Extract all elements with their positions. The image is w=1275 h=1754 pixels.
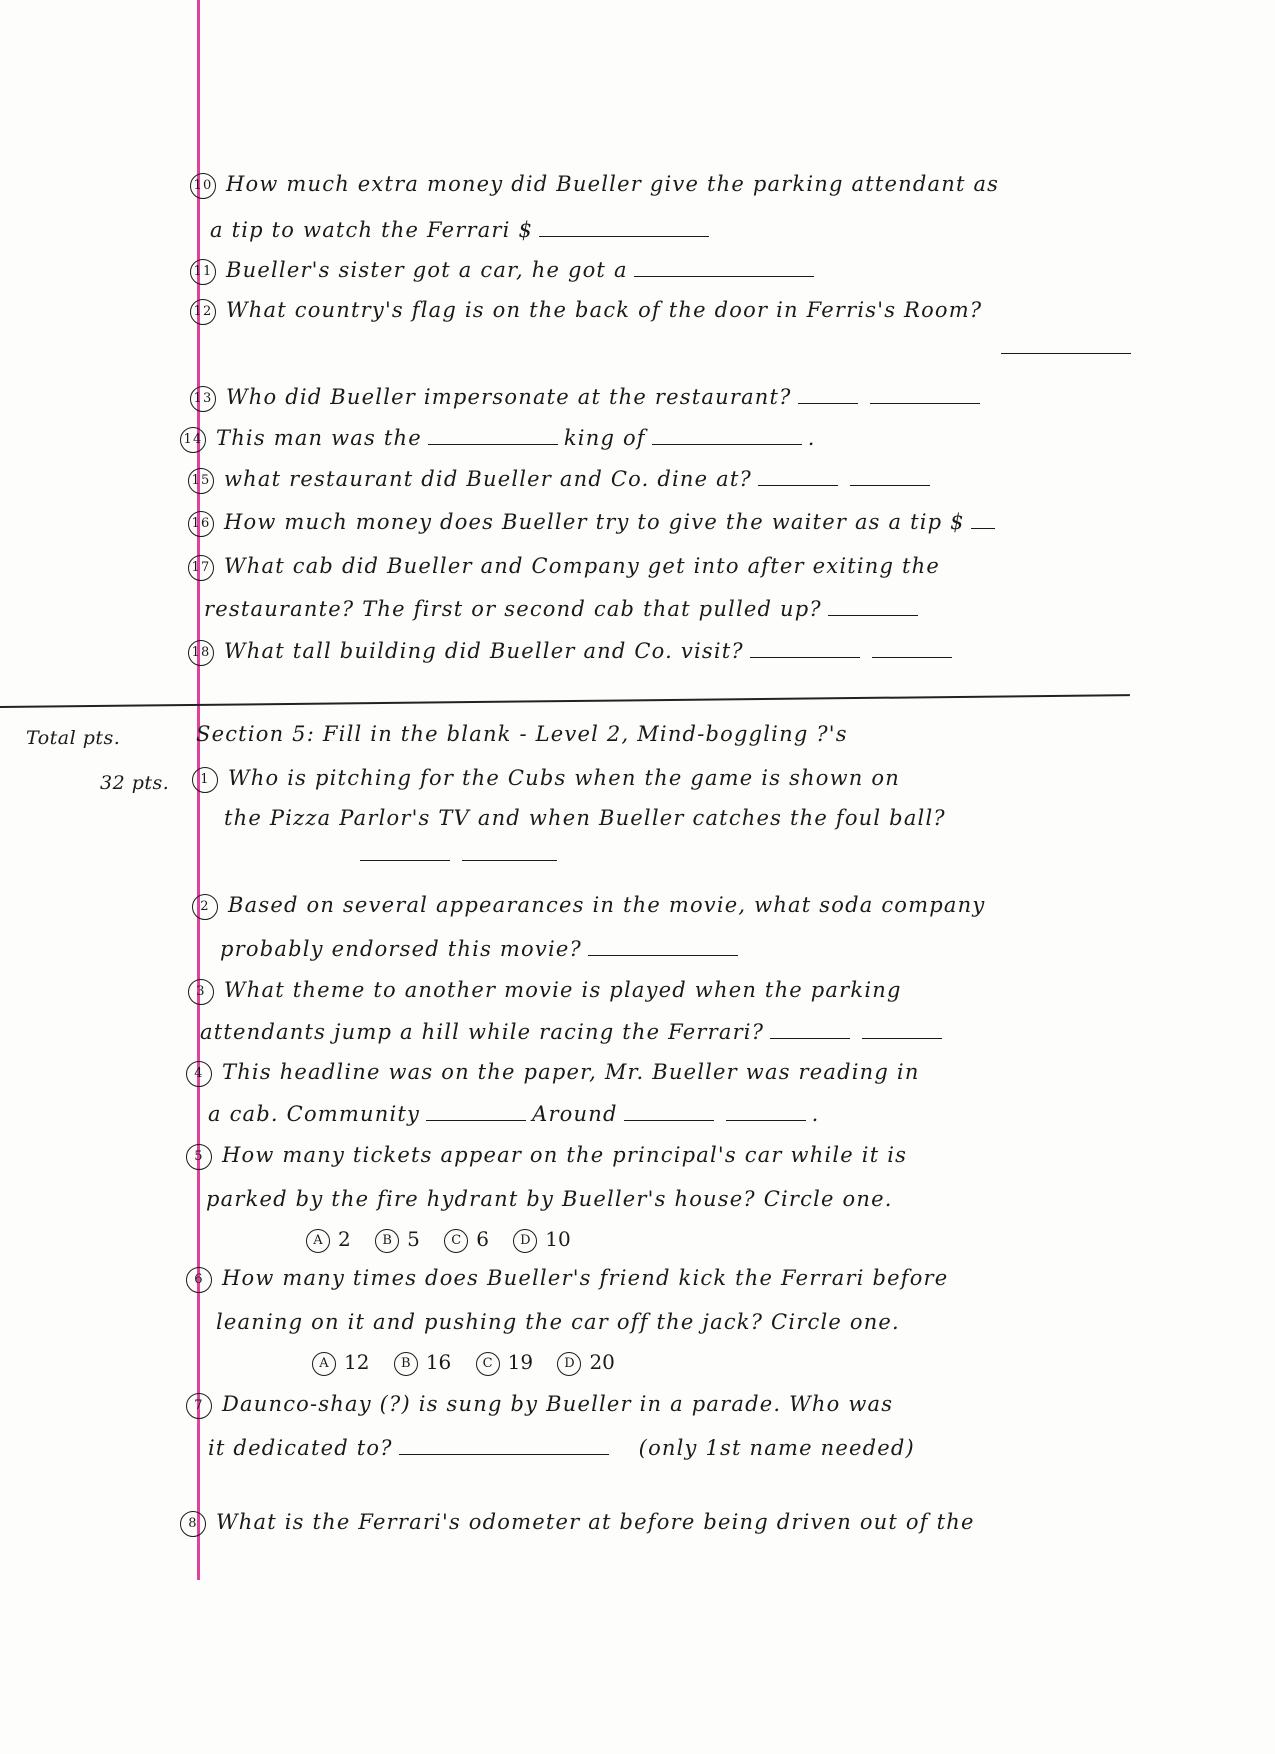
question-11: 11 Bueller's sister got a car, he got a [190, 258, 820, 285]
s5-question-7-line1: 7 Daunco-shay (?) is sung by Bueller in a parade. Who was [186, 1392, 893, 1419]
s5-question-3-line1: 3 What theme to another movie is played when the parking [188, 978, 902, 1005]
answer-blank[interactable] [652, 426, 802, 445]
s5-question-4-line1: 4 This headline was on the paper, Mr. Bueller was reading in [186, 1060, 920, 1087]
answer-blank[interactable] [850, 467, 930, 486]
s5-question-7-note: (only 1st name needed) [638, 1436, 915, 1460]
question-12-blank [995, 335, 1137, 359]
s5-question-8-line1: 8 What is the Ferrari's odometer at before being driven out of the [180, 1510, 975, 1537]
answer-blank[interactable] [872, 639, 952, 658]
section-5-heading: Section 5: Fill in the blank - Level 2, Mind-boggling ?'s [196, 722, 848, 746]
answer-blank[interactable] [539, 218, 709, 237]
answer-blank[interactable] [798, 385, 858, 404]
choice-b[interactable]: B 5 [375, 1227, 420, 1253]
answer-blank[interactable] [588, 937, 738, 956]
answer-blank[interactable] [426, 1102, 526, 1121]
answer-blank[interactable] [971, 510, 995, 529]
question-13: 13 Who did Bueller impersonate at the restaurant? [190, 385, 986, 412]
answer-blank[interactable] [750, 639, 860, 658]
s5-question-5-choices [306, 1227, 589, 1253]
question-16: 16 How much money does Bueller try to give the waiter as a tip $ [188, 510, 1001, 537]
s5-question-3-line2: attendants jump a hill while racing the Ferrari? [200, 1020, 948, 1044]
question-15: 15 what restaurant did Bueller and Co. dine at? [188, 467, 936, 494]
question-17-line1: 17 What cab did Bueller and Company get into after exiting the [188, 554, 940, 581]
s5-question-5-line1: 5 How many tickets appear on the principal's car while it is [186, 1143, 907, 1170]
s5-question-6-line2: leaning on it and pushing the car off the jack? Circle one. [216, 1310, 900, 1334]
answer-blank[interactable] [770, 1020, 850, 1039]
answer-blank[interactable] [726, 1102, 806, 1121]
section-divider [0, 694, 1130, 708]
s5-question-1-line1: 1 Who is pitching for the Cubs when the game is shown on [192, 766, 900, 793]
answer-blank[interactable] [870, 385, 980, 404]
question-14: 14 This man was the king of . [180, 426, 816, 453]
choice-d[interactable]: D 10 [513, 1227, 570, 1253]
s5-question-4-line2: a cab. Community Around . [208, 1102, 820, 1126]
answer-blank[interactable] [1001, 335, 1131, 354]
s5-question-7-line2: it dedicated to? (only 1st name needed) [208, 1436, 915, 1460]
choice-d[interactable]: D 20 [557, 1350, 614, 1376]
s5-question-2-line2: probably endorsed this movie? [220, 937, 744, 961]
choice-b[interactable]: B 16 [394, 1350, 451, 1376]
answer-blank[interactable] [624, 1102, 714, 1121]
answer-blank[interactable] [428, 426, 558, 445]
total-points-label: Total pts. [26, 727, 121, 749]
s5-question-1-blanks [354, 842, 563, 866]
answer-blank[interactable] [399, 1436, 609, 1455]
answer-blank[interactable] [360, 842, 450, 861]
s5-question-1-line2: the Pizza Parlor's TV and when Bueller catches the foul ball? [224, 806, 946, 830]
answer-blank[interactable] [828, 597, 918, 616]
points-value: 32 pts. [100, 772, 170, 794]
question-18: 18 What tall building did Bueller and Co. visit? [188, 639, 958, 666]
s5-question-5-line2: parked by the fire hydrant by Bueller's house? Circle one. [206, 1187, 893, 1211]
question-number: 10 [190, 173, 216, 199]
choice-a[interactable]: A 12 [312, 1350, 369, 1376]
question-10-line1: 10 How much extra money did Bueller give the parking attendant as [190, 172, 999, 199]
s5-question-2-line1: 2 Based on several appearances in the movie, what soda company [192, 893, 985, 920]
choice-c[interactable]: C 19 [476, 1350, 533, 1376]
choice-c[interactable]: C 6 [444, 1227, 489, 1253]
question-12: 12 What country's flag is on the back of the door in Ferris's Room? [190, 298, 982, 325]
s5-question-6-choices [312, 1350, 633, 1376]
choice-a[interactable]: A 2 [306, 1227, 351, 1253]
answer-blank[interactable] [862, 1020, 942, 1039]
answer-blank[interactable] [634, 258, 814, 277]
answer-blank[interactable] [462, 842, 557, 861]
answer-blank[interactable] [758, 467, 838, 486]
question-10-line2: a tip to watch the Ferrari $ [210, 218, 715, 242]
question-17-line2: restaurante? The first or second cab that pulled up? [204, 597, 924, 621]
s5-question-6-line1: 6 How many times does Bueller's friend kick the Ferrari before [186, 1266, 948, 1293]
